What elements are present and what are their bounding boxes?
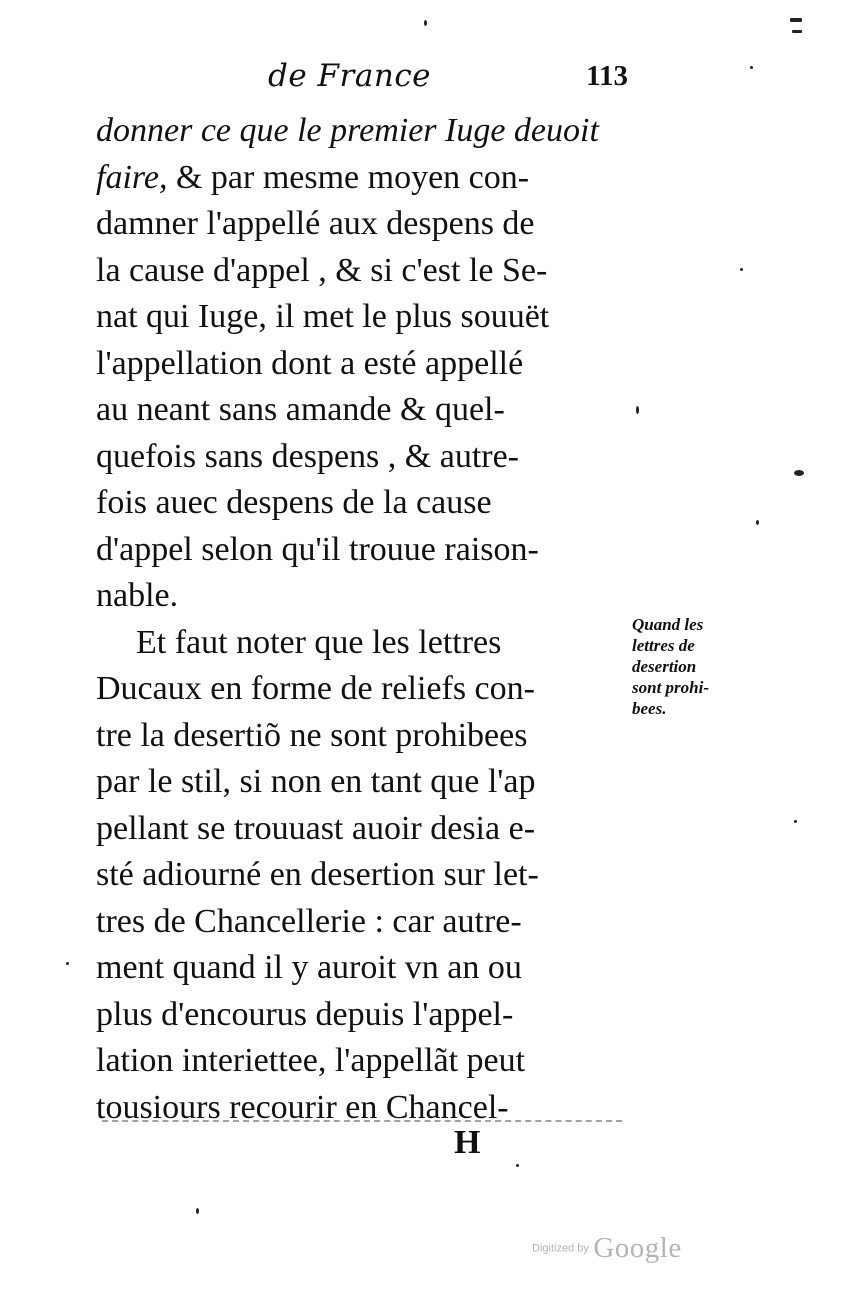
print-speck [756,520,759,525]
margin-note-line-5: bees. [632,699,667,718]
text-line-22: tousiours recourir en Chancel- [96,1088,509,1126]
text-line-21: lation interiettee, l'appellãt peut [96,1042,526,1079]
text-line-20: plus d'encourus depuis l'appel- [96,995,514,1033]
text-line-8: quefois sans despens , & autre- [96,437,520,475]
body-text [96,108,636,1131]
page-number: 113 [586,60,628,92]
margin-note-line-1: Quand les [632,615,704,634]
page-header [240,58,630,102]
print-speck [740,268,743,271]
text-line-13: Ducaux en forme de reliefs con- [96,670,535,707]
text-line-5: nat qui Iuge, il met le plus souuët [96,298,550,335]
print-speck [516,1164,519,1167]
margin-note-line-2: lettres de [632,636,695,655]
signature-mark: H [454,1124,481,1161]
text-line-15: par le stil, si non en tant que l'ap [96,763,536,800]
print-speck [790,18,802,22]
text-line-9: fois auec despens de la cause [96,484,492,521]
text-line-7: au neant sans amande & quel- [96,391,505,428]
footer-rule [102,1120,622,1122]
watermark-brand: Google [593,1232,682,1264]
text-line-12: Et faut noter que les lettres [136,623,502,661]
margin-note-line-4: sont prohi- [632,678,709,697]
print-speck [794,470,804,476]
text-line-11: nable. [96,577,179,614]
text-line-6: l'appellation dont a esté appellé [96,344,524,382]
print-speck [794,820,797,823]
text-line-10: d'appel selon qu'il trouue raison- [96,530,539,568]
print-speck [424,20,427,26]
print-speck [750,66,753,69]
print-speck [792,30,802,33]
running-title: de France [268,58,432,94]
text-line-14: tre la desertiõ ne sont prohibees [96,716,528,754]
print-speck [636,406,639,414]
text-line-17: sté adiourné en desertion sur let- [96,856,539,893]
watermark-prefix: Digitized by [532,1242,589,1255]
print-speck [196,1208,199,1214]
margin-note [632,614,742,719]
text-line-16: pellant se trouuast auoir desia e- [96,809,536,847]
text-line-3: damner l'appellé aux despens de [96,205,535,242]
digitized-watermark [532,1232,682,1265]
text-line-18: tres de Chancellerie : car autre- [96,902,522,940]
text-line-19: ment quand il y auroit vn an ou [96,949,522,986]
text-line-4: la cause d'appel , & si c'est le Se- [96,251,548,289]
text-line-2: faire, & par mesme moyen con- [96,158,530,196]
margin-note-line-3: desertion [632,657,697,676]
text-line-1: donner ce que le premier Iuge deuoit [96,112,599,149]
print-speck [66,962,69,965]
